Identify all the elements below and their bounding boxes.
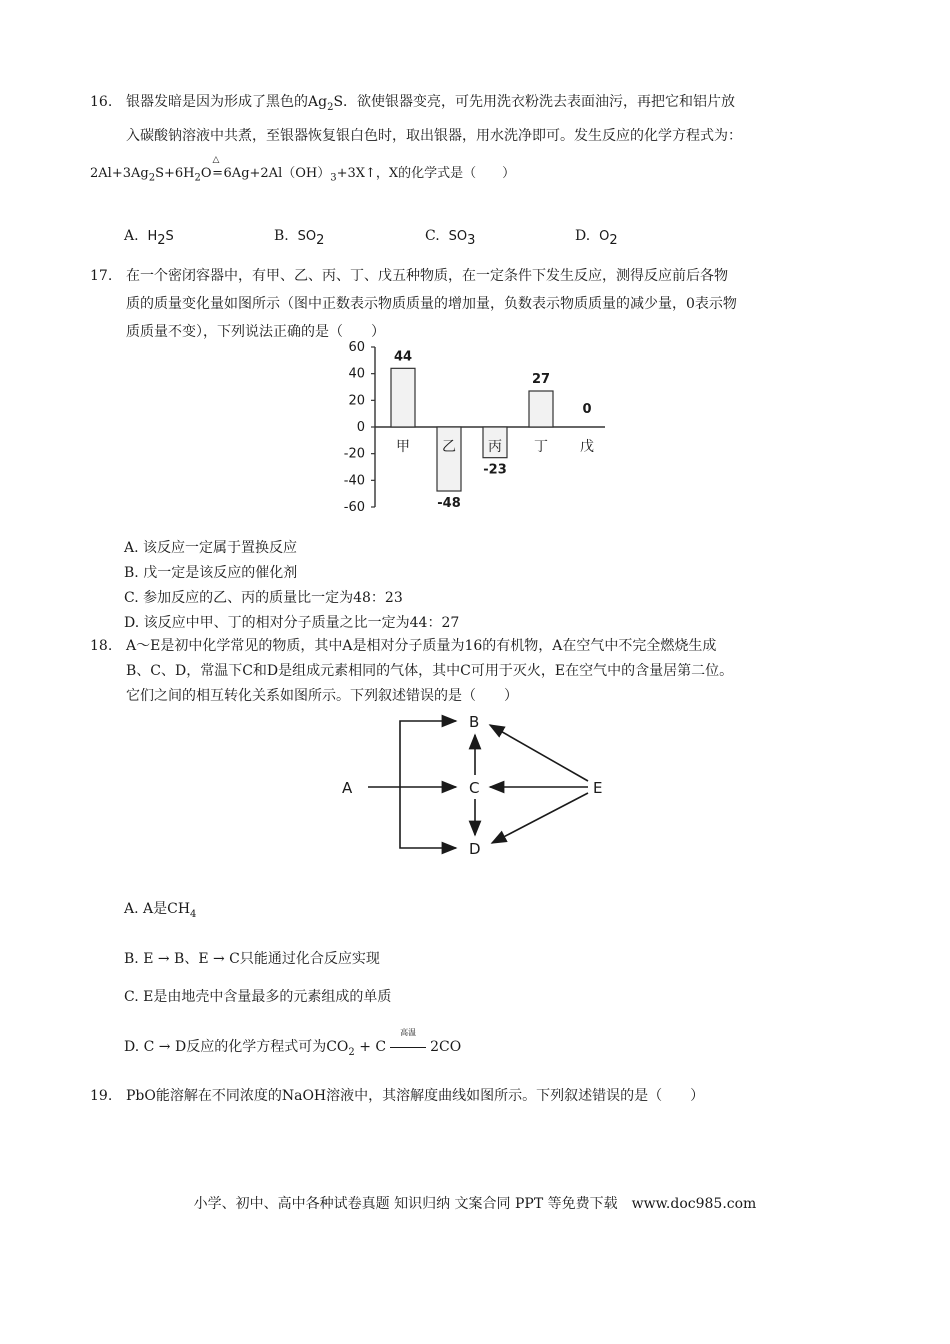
bar-1	[437, 427, 461, 491]
footer-text: 小学、初中、高中各种试卷真题 知识归纳 文案合同 PPT 等免费下载 www.doc985.com	[193, 1196, 757, 1212]
arrow-a-to-b	[400, 721, 456, 787]
question-text-line: 入碳酸钠溶液中共煮，至银器恢复银白色时，取出银器，用水洗净即可。发生反应的化学方程式为：	[126, 127, 742, 144]
category-label: 戊	[580, 439, 594, 455]
node-a: A	[342, 779, 353, 797]
node-b: B	[469, 713, 480, 731]
arrow-a-to-d	[400, 787, 456, 848]
reaction-condition: △ =	[212, 155, 223, 181]
option-d: D. 该反应中甲、丁的相对分子质量之比一定为44：27	[124, 615, 460, 631]
category-label: 乙	[442, 439, 456, 455]
category-label: 甲	[396, 439, 410, 455]
node-d: D	[469, 840, 481, 858]
y-tick-label: -20	[343, 446, 365, 462]
chemical-equation: $2Al+3Ag_2S+6H_2O$ △ $=6Ag+2Al(OH)_3+3X↑$，X的化学式是（ ）	[90, 160, 870, 193]
option-d: D. C → D反应的化学方程式可为$CO_2 + C$ 高温 2CO	[124, 1028, 462, 1058]
data-label: -48	[437, 496, 461, 511]
question-18: 18. A～E是初中化学常见的物质，其中A是相对分子质量为16的有机物，A在空气中不完全燃烧生成 B、C、D，常温下C和D是组成元素相同的气体，其中C可用于灭火，E在空气中的含量居第二位。 它们之间的相互转化关系如图所示。下列叙述错误的是（ ）	[90, 634, 870, 709]
option-c: C. $SO_3$	[425, 228, 476, 248]
data-label: -23	[483, 462, 507, 478]
question-number: 18.	[90, 638, 113, 654]
data-label: 0	[582, 402, 592, 417]
node-c: C	[469, 779, 480, 797]
question-17: 17. 在一个密闭容器中，有甲、乙、丙、丁、戊五种物质，在一定条件下发生反应，测得反应前后各物 质的质量变化量如图所示（图中正数表示物质质量的增加量，负数表示物质质量的减少量，0表示物 质质量不变），下列说法正确的是（ ）	[90, 262, 870, 346]
category-label: 丙	[488, 439, 502, 455]
question-19: 19. PbO能溶解在不同浓度的NaOH溶液中，其溶解度曲线如图所示。下列叙述错误的是（ ）	[90, 1082, 870, 1110]
option-a: A. A是$CH_4$	[124, 901, 197, 920]
question-number: 19.	[90, 1088, 113, 1104]
data-label: 44	[393, 349, 413, 365]
arrow-e-to-d	[492, 793, 588, 843]
category-label: 丁	[534, 439, 548, 455]
option-a: A. 该反应一定属于置换反应	[124, 540, 298, 556]
option-b: B. $SO_2$	[274, 228, 325, 248]
y-tick-label: 40	[348, 366, 365, 382]
bar-3	[529, 391, 553, 427]
y-tick-label: -60	[343, 500, 365, 515]
question-16: 16. 银器发暗是因为形成了黑色的$Ag_2S$．欲使银器变亮，可先用洗衣粉洗去表面油污，再把它和铝片放 入碳酸钠溶液中共煮，至银器恢复银白色时，取出银器，用水洗净即可。发生反应的化学方程式为：	[90, 88, 870, 150]
conversion-diagram	[330, 705, 620, 865]
y-tick-label: -40	[343, 473, 365, 489]
question-number: 16.	[90, 94, 113, 110]
option-a: A. $H_2S$	[124, 228, 174, 248]
option-b: B. 戊一定是该反应的催化剂	[124, 565, 298, 581]
y-tick-label: 0	[356, 420, 365, 435]
y-tick-label: 60	[348, 340, 365, 355]
data-label: 27	[531, 372, 551, 387]
mass-change-bar-chart	[330, 335, 620, 525]
question-number: 17.	[90, 268, 113, 284]
bar-0	[391, 368, 415, 427]
q17-options	[124, 536, 459, 636]
option-d: D. $O_2$	[575, 228, 618, 248]
reaction-condition: 高温	[388, 1039, 428, 1055]
y-tick-label: 20	[348, 393, 365, 409]
arrow-e-to-b	[490, 725, 588, 781]
option-c: C. E是由地壳中含量最多的元素组成的单质	[124, 989, 392, 1005]
option-c: C. 参加反应的乙、丙的质量比一定为48：23	[124, 590, 403, 606]
option-b: B. E → B、E → C只能通过化合反应实现	[124, 951, 380, 967]
node-e: E	[593, 779, 603, 797]
